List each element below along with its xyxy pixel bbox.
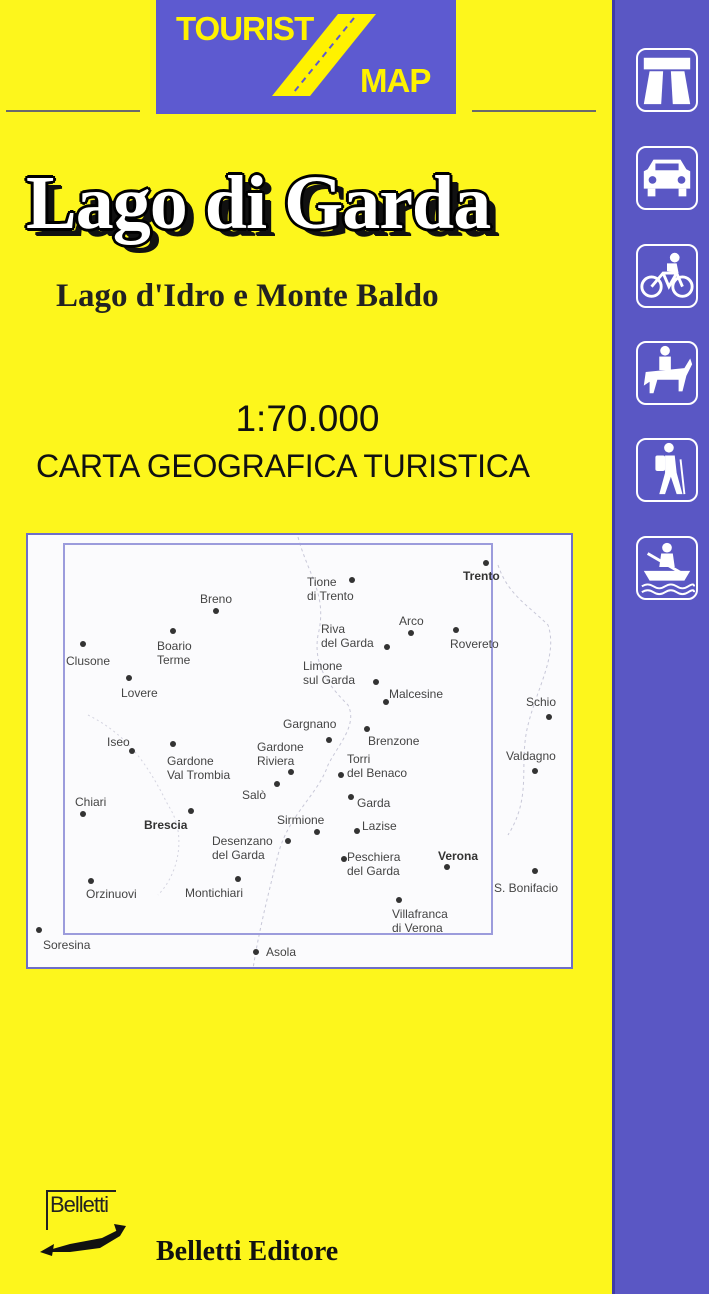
town-label-gardone-riviera: Gardone Riviera: [257, 740, 304, 768]
town-label-asola: Asola: [266, 945, 297, 959]
town-dot: [373, 679, 379, 685]
town-label-tione: Tione di Trento: [307, 575, 354, 603]
town-label-peschiera: Peschiera del Garda: [347, 850, 401, 878]
publisher-name: Belletti Editore: [156, 1236, 339, 1267]
overview-map: [26, 533, 573, 969]
town-dot: [326, 737, 332, 743]
tourist-map-badge: [156, 0, 456, 114]
town-label-clusone: Clusone: [66, 654, 111, 668]
town-dot: [364, 726, 370, 732]
town-label-breno: Breno: [200, 592, 233, 606]
town-label-orzinuovi: Orzinuovi: [86, 887, 137, 901]
map-label: MAP: [360, 62, 431, 99]
town-dot: [483, 560, 489, 566]
page-title: Lago di Garda: [26, 161, 491, 245]
town-dot: [170, 741, 176, 747]
town-label-rovereto: Rovereto: [450, 637, 499, 651]
town-label-valdagno: Valdagno: [506, 749, 556, 763]
town-dot: [88, 878, 94, 884]
town-dot: [235, 876, 241, 882]
horse-riding-icon: [636, 341, 698, 405]
subtitle: Lago d'Idro e Monte Baldo: [56, 278, 439, 314]
header-rule-right: [472, 110, 596, 112]
town-label-lovere: Lovere: [121, 686, 158, 700]
town-dot: [354, 828, 360, 834]
town-label-garda: Garda: [357, 796, 391, 810]
boating-icon: [636, 536, 698, 600]
town-label-gardone-vt: Gardone Val Trombia: [167, 754, 231, 782]
road-icon: [268, 12, 378, 98]
town-label-verona: Verona: [438, 849, 479, 863]
town-label-boario: Boario Terme: [157, 639, 192, 667]
town-dot: [396, 897, 402, 903]
car-icon: [636, 146, 698, 210]
bicycle-icon: [636, 244, 698, 308]
header-rule-left: [6, 110, 140, 112]
motorway-icon: [636, 48, 698, 112]
town-label-brescia: Brescia: [144, 818, 188, 832]
town-label-s-bonifacio: S. Bonifacio: [494, 881, 559, 895]
town-dot: [384, 644, 390, 650]
map-scale: 1:70.000: [235, 398, 380, 439]
town-dot: [546, 714, 552, 720]
town-label-iseo: Iseo: [107, 735, 130, 749]
town-label-malcesine: Malcesine: [389, 687, 444, 701]
town-dot: [288, 769, 294, 775]
town-dot: [36, 927, 42, 933]
town-dot: [532, 868, 538, 874]
town-dot: [444, 864, 450, 870]
town-dot: [408, 630, 414, 636]
town-dot: [338, 772, 344, 778]
town-dot: [213, 608, 219, 614]
tourist-label: TOURIST: [176, 10, 314, 47]
town-label-trento: Trento: [463, 569, 500, 583]
town-dot: [80, 811, 86, 817]
town-dot: [453, 627, 459, 633]
town-dot: [285, 838, 291, 844]
town-dot: [80, 641, 86, 647]
logo-wordmark: Belletti: [50, 1192, 109, 1217]
town-label-villafranca: Villafranca di Verona: [392, 907, 448, 935]
town-label-riva: Riva del Garda: [321, 622, 374, 650]
town-dot: [274, 781, 280, 787]
town-label-lazise: Lazise: [362, 819, 397, 833]
town-dot: [314, 829, 320, 835]
town-label-torri: Torri del Benaco: [347, 752, 408, 780]
town-dot: [188, 808, 194, 814]
town-label-limone: Limone sul Garda: [303, 659, 356, 687]
town-dot: [126, 675, 132, 681]
town-label-arco: Arco: [399, 614, 424, 628]
town-label-salo: Salò: [242, 788, 267, 802]
town-label-brenzone: Brenzone: [368, 734, 420, 748]
town-dot: [348, 794, 354, 800]
side-panel: [612, 0, 709, 1294]
hiking-icon: [636, 438, 698, 502]
town-label-soresina: Soresina: [43, 938, 91, 952]
town-dot: [532, 768, 538, 774]
town-dot: [253, 949, 259, 955]
town-label-montichiari: Montichiari: [185, 886, 244, 900]
map-type: CARTA GEOGRAFICA TURISTICA: [36, 448, 530, 484]
town-label-chiari: Chiari: [75, 795, 107, 809]
town-label-desenzano: Desenzano del Garda: [212, 834, 273, 862]
town-label-schio: Schio: [526, 695, 557, 709]
town-dot: [170, 628, 176, 634]
town-label-gargnano: Gargnano: [283, 717, 337, 731]
town-label-sirmione: Sirmione: [277, 813, 325, 827]
